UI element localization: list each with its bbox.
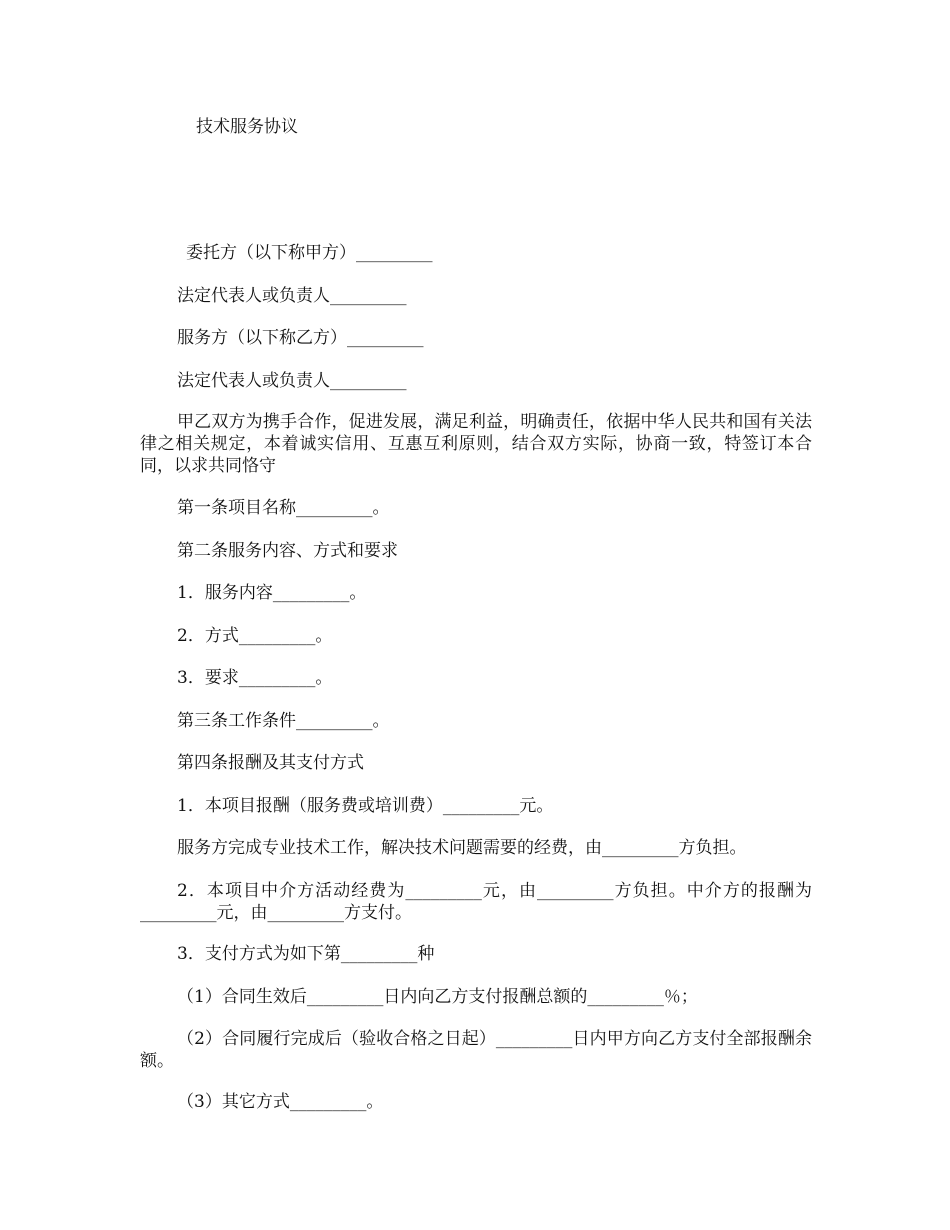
article-4-item-3: 3．支付方式为如下第_________种 bbox=[177, 944, 435, 964]
article-4-heading: 第四条报酬及其支付方式 bbox=[177, 753, 364, 773]
article-2-item-1: 1．服务内容_________。 bbox=[177, 583, 367, 603]
payment-option-2-text: （2）合同履行完成后（验收合格之日起）_________日内甲方向乙方支付全部报酬余额。 bbox=[140, 1029, 812, 1071]
document-title: 技术服务协议 bbox=[196, 117, 298, 137]
article-3-heading: 第三条工作条件_________。 bbox=[177, 711, 390, 731]
preamble-text: 甲乙双方为携手合作，促进发展，满足利益，明确责任，依据中华人民共和国有关法律之相关规定，本着诚实信用、互惠互利原则，结合双方实际，协商一致，特签订本合同，以求共同恪守 bbox=[140, 412, 812, 476]
legal-rep-a-line: 法定代表人或负责人_________ bbox=[177, 286, 407, 306]
article-2-item-2: 2．方式_________。 bbox=[177, 626, 333, 646]
service-party-line: 服务方（以下称乙方）_________ bbox=[177, 328, 424, 348]
payment-option-1: （1）合同生效后_________日内向乙方支付报酬总额的_________％； bbox=[177, 987, 698, 1007]
entrusting-party-line: 委托方（以下称甲方）_________ bbox=[186, 243, 433, 263]
article-4-item-2-paragraph bbox=[140, 880, 812, 924]
legal-rep-b-line: 法定代表人或负责人_________ bbox=[177, 371, 407, 391]
payment-option-2-paragraph bbox=[140, 1028, 812, 1072]
article-4-item-1: 1．本项目报酬（服务费或培训费）_________元。 bbox=[177, 796, 554, 816]
article-4-item-2-text: 2．本项目中介方活动经费为_________元，由_________方负担。中介方的报酬为_________元，由_________方支付。 bbox=[140, 881, 812, 923]
article-2-heading: 第二条服务内容、方式和要求 bbox=[177, 541, 398, 561]
preamble-paragraph bbox=[140, 411, 812, 477]
payment-option-3: （3）其它方式_________。 bbox=[177, 1092, 384, 1112]
article-4-expense-line: 服务方完成专业技术工作，解决技术问题需要的经费，由_________方负担。 bbox=[177, 838, 747, 858]
article-2-item-3: 3．要求_________。 bbox=[177, 668, 333, 688]
article-1-heading: 第一条项目名称_________。 bbox=[177, 498, 390, 518]
